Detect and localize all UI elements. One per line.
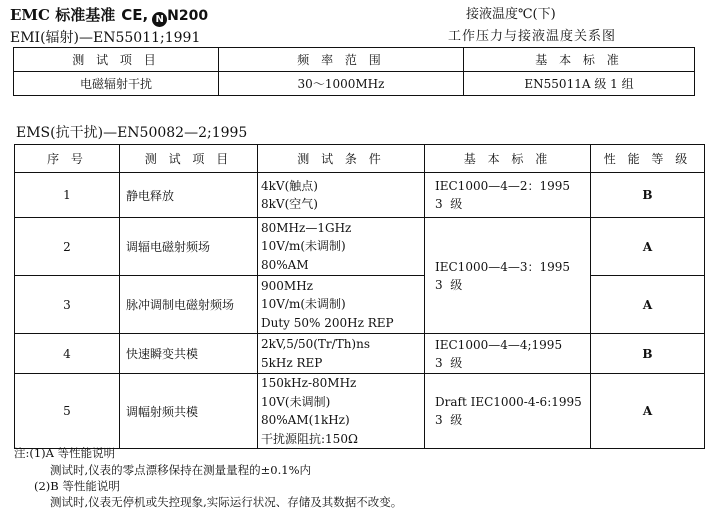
note-b-text: 测试时,仪表无停机或失控现象,实际运行状况、存储及其数据不改变。 — [50, 495, 403, 509]
standard-name: IEC1000—4—2：1995 — [435, 179, 571, 193]
ems-subtitle: EMS(抗干扰)—EN50082—2;1995 — [16, 125, 248, 141]
condition-line: Duty 50% 200Hz REP — [261, 315, 394, 330]
standard-name: Draft IEC1000-4-6:1995 — [435, 395, 582, 409]
row-number: 5 — [15, 374, 120, 449]
test-item: 脉冲调制电磁射频场 — [120, 276, 258, 334]
condition-line: 4kV(触点) — [261, 178, 318, 193]
emc-title-text: EMC 标准基准 — [10, 6, 116, 24]
row-number: 3 — [15, 276, 120, 334]
condition-line: 8kV(空气) — [261, 197, 318, 211]
condition-line: 10V(未调制) — [261, 394, 331, 409]
standard-level: 3 级 — [435, 277, 463, 292]
condition-line: 150kHz-80MHz — [261, 376, 357, 390]
ems-header-conditions: 测 试 条 件 — [258, 145, 425, 173]
standard-level: 3 级 — [435, 355, 463, 370]
condition-line: 80MHz—1GHz — [261, 220, 352, 235]
test-conditions — [258, 218, 425, 276]
condition-line: 900MHz — [261, 278, 313, 293]
basic-standard — [425, 374, 591, 449]
note-a-title: 注:(1)A 等性能说明 — [14, 446, 116, 460]
test-conditions — [258, 374, 425, 449]
condition-line: 80%AM — [261, 257, 309, 272]
condition-line: 干扰源阻抗:150Ω — [261, 431, 358, 446]
ems-header-row — [15, 145, 705, 173]
test-item: 静电释放 — [120, 173, 258, 218]
ems-table — [14, 144, 705, 449]
standard-level: 3 级 — [435, 413, 463, 427]
standard-name: IEC1000—4—4;1995 — [435, 337, 563, 352]
basic-standard — [425, 218, 591, 334]
condition-line: 10V/m(未调制) — [261, 239, 346, 254]
emi-standard-cell: EN55011A 级 1 组 — [464, 72, 695, 96]
test-conditions — [258, 334, 425, 374]
emi-header-standard: 基 本 标 准 — [464, 48, 695, 72]
note-b-title: (2)B 等性能说明 — [34, 479, 120, 493]
test-conditions — [258, 276, 425, 334]
performance-grade: A — [591, 276, 705, 334]
condition-line: 2kV,5/50(Tr/Th)ns — [261, 337, 371, 351]
ce-mark: CE, — [121, 6, 149, 24]
emi-frequency-cell: 30～1000MHz — [219, 72, 464, 96]
ems-header-grade: 性 能 等 级 — [591, 145, 705, 173]
emi-header-row — [14, 48, 695, 72]
note-a-text: 测试时,仪表的零点漂移保持在测量量程的±0.1%内 — [50, 463, 312, 477]
emi-header-frequency: 频 率 范 围 — [219, 48, 464, 72]
test-item: 调辐电磁射频场 — [120, 218, 258, 276]
n200-mark: N200 — [167, 8, 209, 24]
row-number: 4 — [15, 334, 120, 374]
emi-item-cell: 电磁辐射干扰 — [14, 72, 219, 96]
condition-line: 5kHz REP — [261, 355, 323, 370]
standard-level: 3 级 — [435, 197, 463, 211]
ems-header-standard: 基 本 标 准 — [425, 145, 591, 173]
ems-header-no: 序 号 — [15, 145, 120, 173]
basic-standard — [425, 173, 591, 218]
emi-subtitle: EMI(辐射)—EN55011;1991 — [10, 30, 201, 46]
pressure-temp-chart-title: 工作压力与接液温度关系图 — [448, 29, 617, 44]
table-row — [15, 334, 705, 374]
n-mark-logo: N — [152, 12, 167, 27]
standard-name: IEC1000—4—3：1995 — [435, 259, 571, 274]
row-number: 1 — [15, 173, 120, 218]
liquid-temp-label: 接液温度℃(下) — [466, 7, 556, 22]
performance-grade: B — [591, 334, 705, 374]
table-row — [15, 374, 705, 449]
condition-line: 10V/m(未调制) — [261, 297, 346, 312]
performance-grade: B — [591, 173, 705, 218]
table-row — [15, 218, 705, 276]
table-row — [15, 173, 705, 218]
test-conditions — [258, 173, 425, 218]
emi-header-item: 测 试 项 目 — [14, 48, 219, 72]
condition-line: 80%AM(1kHz) — [261, 413, 350, 427]
emi-row — [14, 72, 695, 96]
performance-grade: A — [591, 374, 705, 449]
basic-standard — [425, 334, 591, 374]
row-number: 2 — [15, 218, 120, 276]
emc-title — [10, 4, 208, 27]
test-item: 快速瞬变共模 — [120, 334, 258, 374]
performance-grade: A — [591, 218, 705, 276]
ems-header-item: 测 试 项 目 — [120, 145, 258, 173]
table-row — [15, 276, 705, 334]
test-item: 调幅射频共模 — [120, 374, 258, 449]
emi-table — [13, 47, 695, 96]
